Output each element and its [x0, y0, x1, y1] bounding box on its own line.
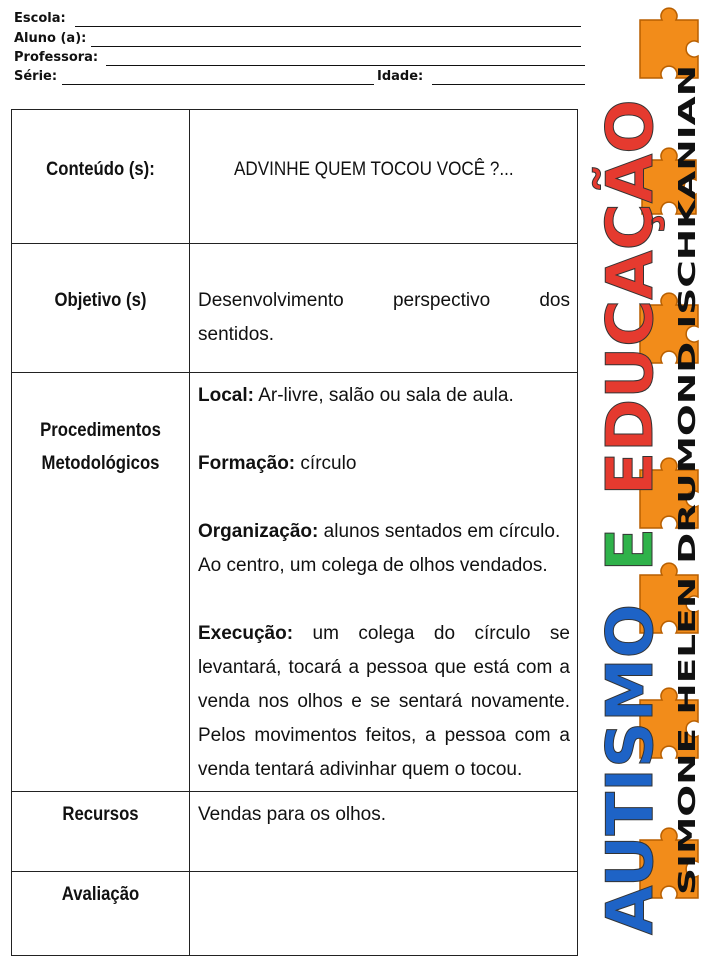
- organizacao-label: Organização:: [198, 521, 319, 542]
- objetivo-text: [198, 284, 570, 352]
- idade-label: Idade:: [377, 69, 424, 84]
- organizacao-text-2: Ao centro, um colega de olhos vendados.: [198, 555, 548, 576]
- execucao-text-5: venda tentará adivinhar quem o tocou.: [198, 759, 523, 780]
- formacao-line: [198, 447, 570, 481]
- execucao-text-4: Pelos movimentos feitos, a pessoa com a: [198, 725, 570, 746]
- execucao-line-1: [198, 617, 570, 651]
- column-divider: [189, 110, 190, 955]
- formacao-label: Formação:: [198, 453, 296, 474]
- escola-field[interactable]: [75, 26, 581, 27]
- idade-field[interactable]: [432, 84, 585, 85]
- conteudo-value: ADVINHE QUEM TOCOU VOCÊ ?...: [234, 159, 514, 180]
- side-banner: [580, 0, 720, 960]
- execucao-text-2: levantará, tocará a pessoa que está com a: [198, 657, 570, 678]
- conteudo-text: [234, 153, 574, 187]
- row-divider: [12, 791, 577, 792]
- execucao-label: Execução:: [198, 623, 294, 644]
- execucao-text-1: um colega do círculo se: [312, 623, 570, 644]
- lesson-plan-table: [11, 109, 578, 956]
- escola-label: Escola:: [14, 11, 66, 26]
- row-divider: [12, 243, 577, 244]
- organizacao-text-1: alunos sentados em círculo.: [323, 521, 561, 542]
- avaliacao-label: Avaliação: [61, 884, 140, 905]
- serie-label: Série:: [14, 69, 58, 84]
- row-divider: [12, 372, 577, 373]
- local-text: Ar-livre, salão ou sala de aula.: [258, 385, 514, 406]
- conteudo-label: Conteúdo (s):: [46, 159, 155, 180]
- banner-title-word-2: E: [594, 527, 668, 572]
- local-line: [198, 379, 570, 413]
- banner-title-word-1: AUTISMO: [594, 603, 668, 935]
- objetivo-label: Objetivo (s): [54, 290, 147, 311]
- aluno-field[interactable]: [91, 46, 581, 47]
- procedimentos-label: [23, 414, 179, 480]
- procedimentos-label-line-2: Metodológicos: [41, 453, 160, 474]
- execucao-text-3: venda nos olhos e se sentará novamente.: [198, 691, 570, 712]
- banner-author: SIMONE HELEN DRUMOND ISCHKANIAN: [675, 385, 701, 895]
- recursos-label: Recursos: [62, 804, 139, 825]
- local-label: Local:: [198, 385, 254, 406]
- serie-field[interactable]: [62, 84, 374, 85]
- procedimentos-text: [198, 379, 570, 787]
- professora-label: Professora:: [14, 50, 99, 65]
- aluno-label: Aluno (a):: [14, 31, 87, 46]
- objetivo-line-1: Desenvolvimento perspectivo dos: [198, 290, 570, 311]
- recursos-text: Vendas para os olhos.: [198, 804, 387, 825]
- row-divider: [12, 871, 577, 872]
- objetivo-line-2: sentidos.: [198, 324, 275, 345]
- procedimentos-label-line-1: Procedimentos: [40, 420, 161, 441]
- professora-field[interactable]: [106, 65, 585, 66]
- banner-title-word-3: EDUCAÇÃO: [594, 99, 668, 496]
- organizacao-line-1: [198, 515, 570, 549]
- formacao-text: círculo: [300, 453, 357, 474]
- banner-title: [592, 99, 668, 935]
